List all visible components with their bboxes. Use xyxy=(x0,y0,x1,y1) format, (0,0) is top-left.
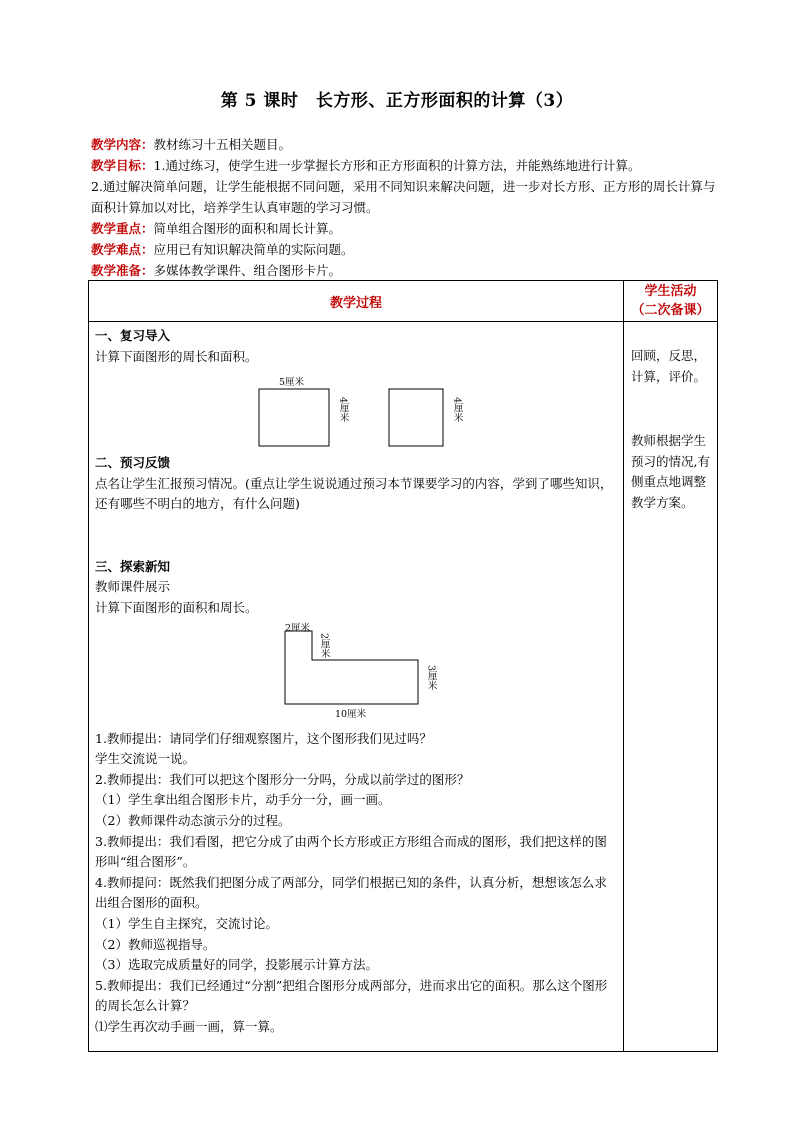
step-line: 5.教师提出：我们已经通过“分割”把组合图形分成两部分，进而求出它的面积。那么这个图形的周长怎么计算？ xyxy=(95,977,608,1014)
step-line: ⑴学生再次动手画一画，算一算。 xyxy=(95,1018,283,1034)
bottom-width-label: 10厘米 xyxy=(335,708,367,720)
step-line: （2）教师课件动态演示分的过程。 xyxy=(95,812,291,828)
student-note-preview: 教师根据学生预习的情况,有侧重点地调整教学方案。 xyxy=(631,433,710,510)
step-line: 4.教师提问：既然我们把图分成了两部分，同学们根据已知的条件，认真分析，想想该怎么求出组合图形的面积。 xyxy=(95,874,607,911)
step-line: 3.教师提出：我们看图，把它分成了由两个长方形或正方形组合而成的图形，我们把这样的图形叫“组合图形”。 xyxy=(95,833,607,870)
step-line: （1）学生自主探究，交流讨论。 xyxy=(95,915,278,931)
section-review-text: 计算下面图形的周长和面积。 xyxy=(95,348,258,364)
explore-line-1: 教师课件展示 xyxy=(95,579,171,595)
meta-goal: 教学目标：1.通过练习，使学生进一步掌握长方形和正方形面积的计算方法，并能熟练地进行计算。 xyxy=(91,158,641,173)
figure-rect-square xyxy=(95,367,617,453)
rectangle-shape xyxy=(259,389,329,446)
meta-goal-2: 2.通过解决简单问题，让学生能根据不同问题，采用不同知识来解决问题，进一步对长方形、正方形的周长计算与面积计算加以对比，培养学生认真审题的学习习惯。 xyxy=(91,179,716,215)
teaching-meta xyxy=(91,134,721,281)
section-preview: 二、预习反馈 xyxy=(95,455,171,471)
section-explore: 三、探索新知 xyxy=(95,558,171,574)
right-height-label: 3厘米 xyxy=(425,664,437,690)
square-shape xyxy=(389,389,443,446)
meta-key: 教学重点：简单组合图形的面积和周长计算。 xyxy=(91,221,342,236)
lesson-table xyxy=(88,280,718,1052)
header-process: 教学过程 xyxy=(89,281,624,322)
step-line: （2）教师巡视指导。 xyxy=(95,936,216,952)
step-line: （3）选取完成质量好的同学，投影展示计算方法。 xyxy=(95,957,378,973)
student-note-review: 回顾，反思，计算，评价。 xyxy=(631,348,707,384)
figure-composite xyxy=(95,619,617,729)
meta-content: 教学内容：教材练习十五相关题目。 xyxy=(91,137,292,152)
step-line: 1.教师提出：请同学们仔细观察图片，这个图形我们见过吗？ xyxy=(95,730,432,746)
meta-prep: 教学准备：多媒体教学课件、组合图形卡片。 xyxy=(91,263,342,278)
top-width-label: 2厘米 xyxy=(285,622,311,634)
section-preview-text: 点名让学生汇报预习情况。(重点让学生说说通过预习本节课要学习的内容，学到了哪些知识，还有哪些不明白的地方，有什么问题) xyxy=(95,475,613,512)
step-line: （1）学生拿出组合图形卡片，动手分一分，画一画。 xyxy=(95,792,391,808)
process-cell xyxy=(89,322,624,1052)
inner-height-label: 2厘米 xyxy=(318,632,330,658)
step-line: 2.教师提出：我们可以把这个图形分一分吗，分成以前学过的图形？ xyxy=(95,771,470,787)
rect-height-label: 4厘米 xyxy=(337,397,349,423)
explore-line-2: 计算下面图形的面积和周长。 xyxy=(95,599,258,615)
step-line: 学生交流说一说。 xyxy=(95,751,196,767)
student-activity-cell xyxy=(624,322,718,1052)
rect-width-label: 5厘米 xyxy=(279,377,305,389)
rect-square-diagram xyxy=(95,367,625,453)
square-side-label: 4厘米 xyxy=(451,397,463,423)
composite-shape xyxy=(285,631,418,704)
page-title: 第 5 课时 长方形、正方形面积的计算（3） xyxy=(220,91,574,111)
meta-difficulty: 教学难点：应用已有知识解决简单的实际问题。 xyxy=(91,242,354,257)
header-student: 学生活动 （二次备课） xyxy=(624,281,718,322)
section-review: 一、复习导入 xyxy=(95,328,171,343)
